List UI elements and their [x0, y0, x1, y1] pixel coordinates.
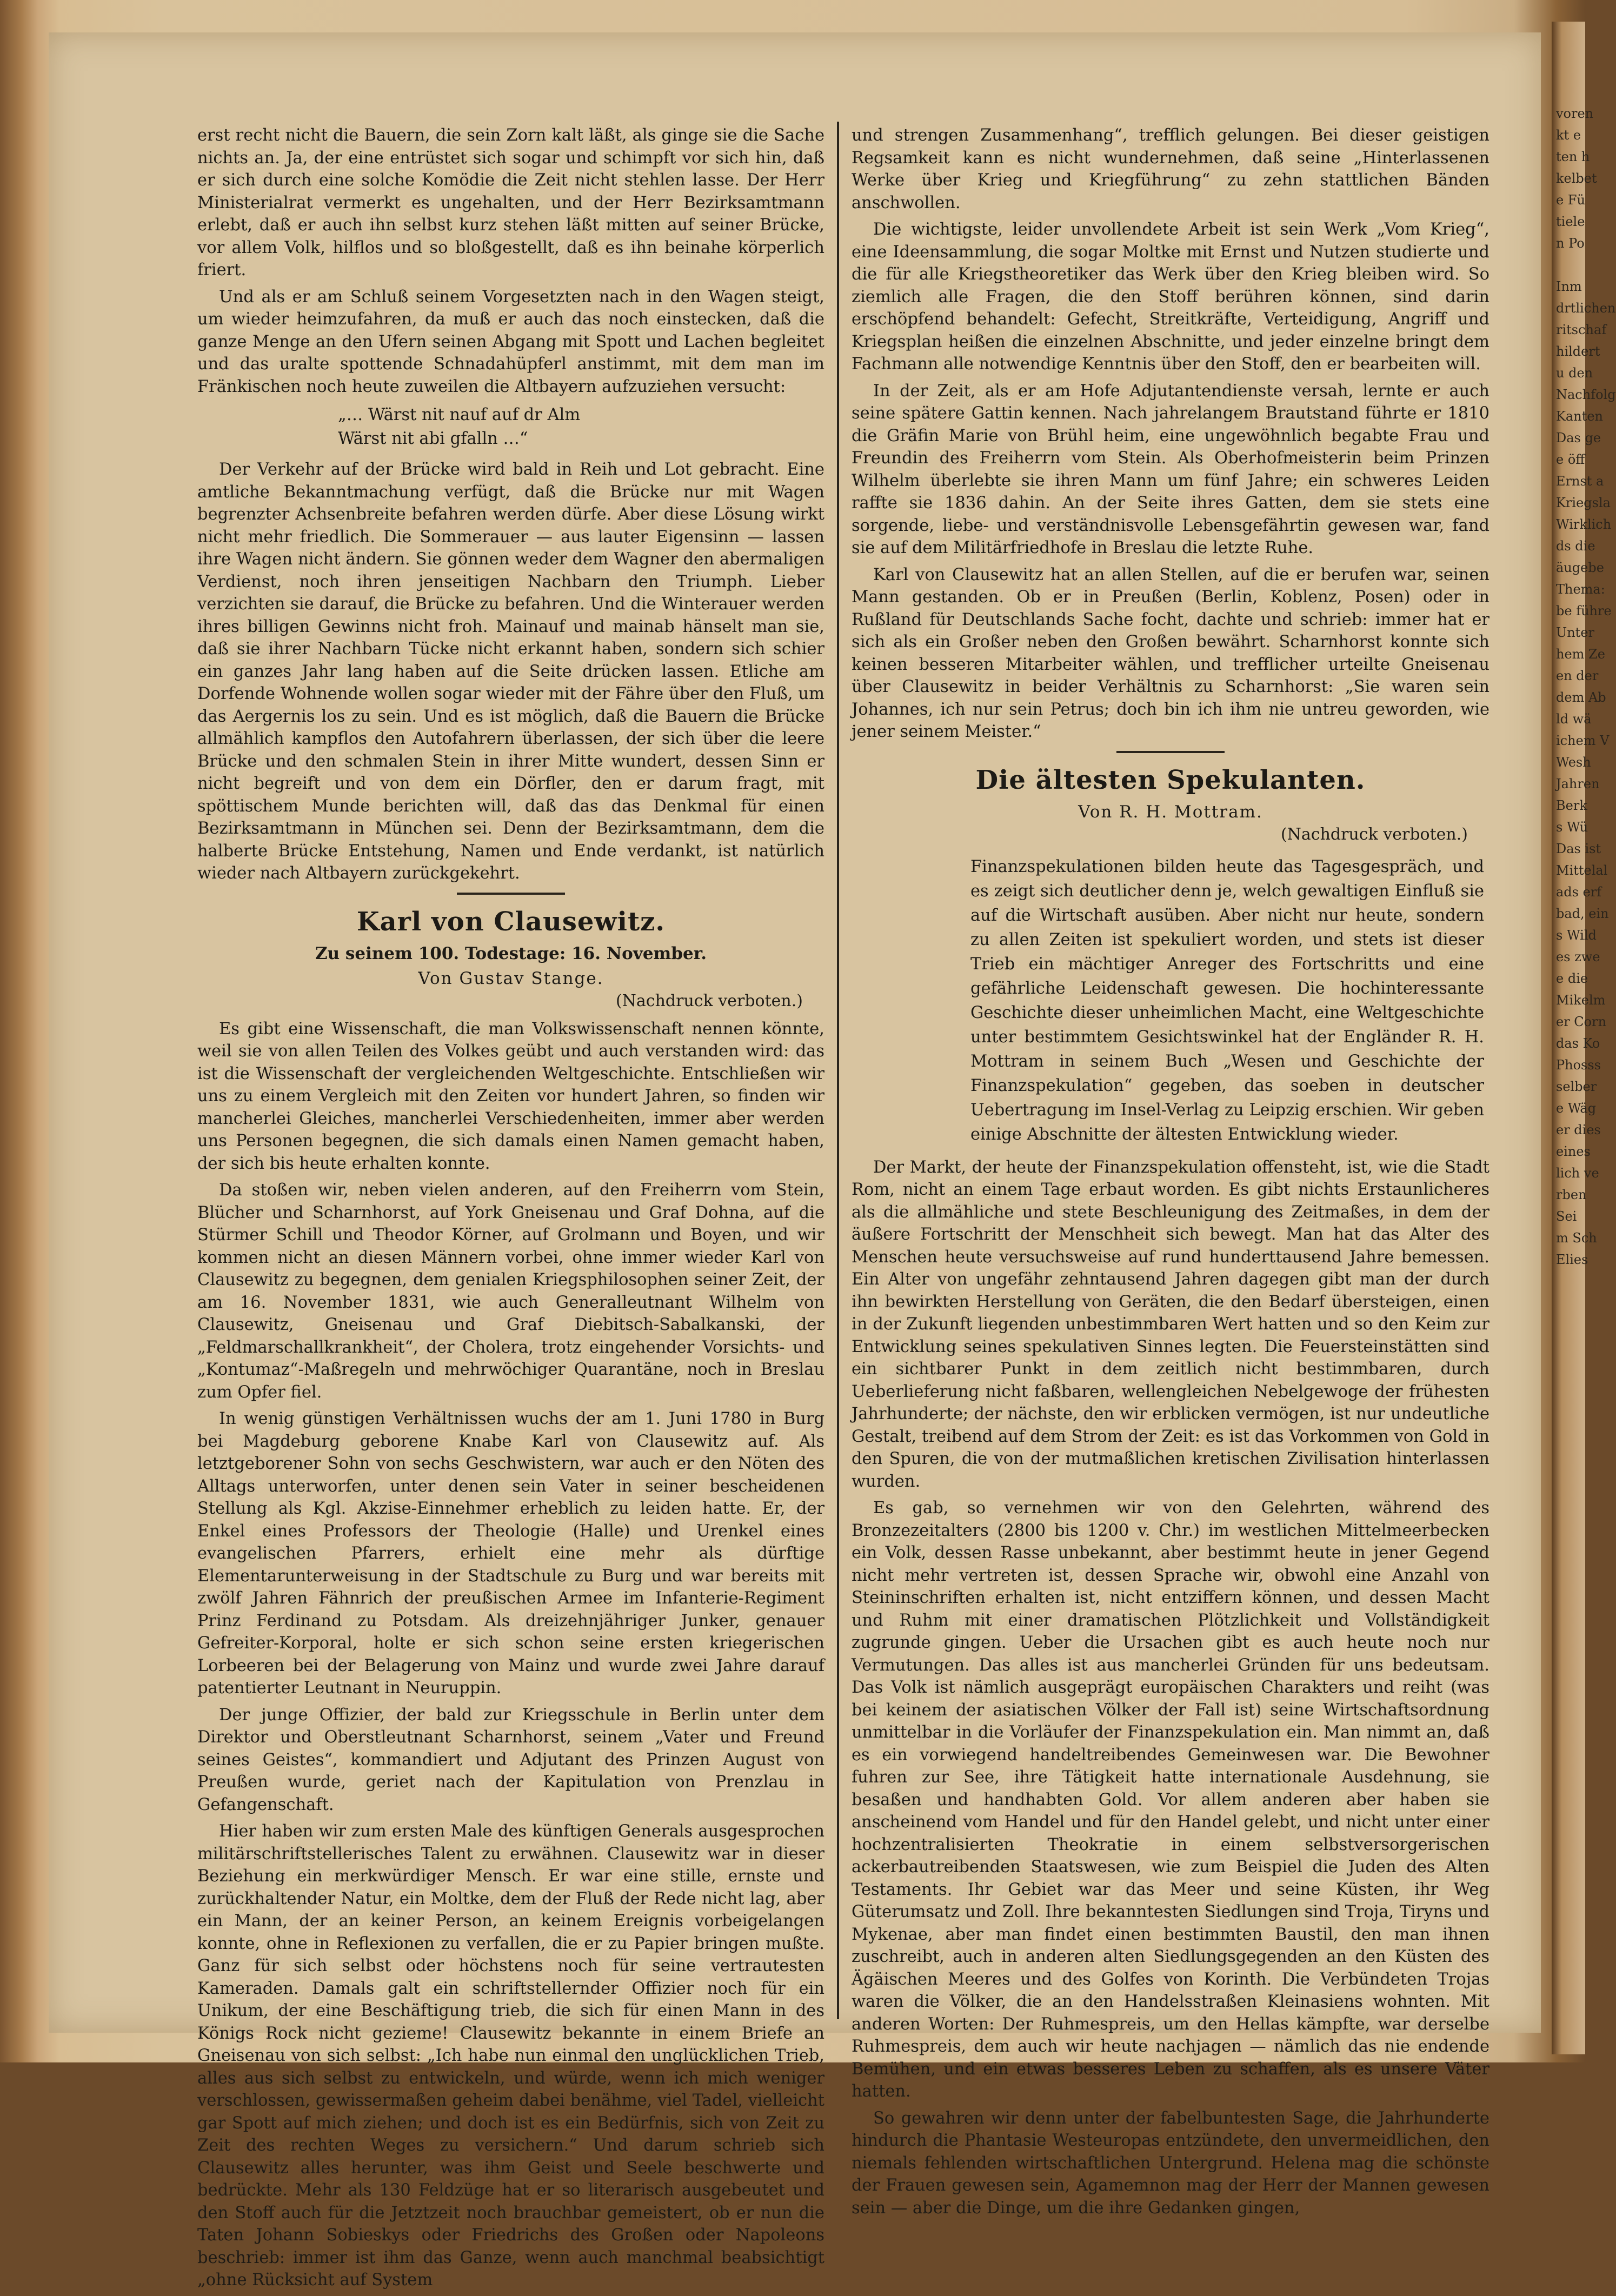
adjacent-page-strip	[1556, 103, 1616, 1270]
strip-line: das Ko	[1556, 1036, 1600, 1051]
strip-line: hem Ze	[1556, 647, 1605, 662]
strip-line: es zwe	[1556, 949, 1600, 964]
article-byline: Von R. H. Mottram.	[1078, 802, 1263, 822]
strip-line: ichem V	[1556, 733, 1610, 748]
paragraph: Der Markt, der heute der Finanzspekulation offensteht, ist, wie die Stadt Rom, nicht an einem Tage erbaut worden. Es gibt nichts Erstaunlicheres als die allmähliche und stete Beschleunigung des Zeitmaßes, in dem der äußere Fortschritt der Menschheit sich bewegt. Man hat das Alter des Menschen heute versuchsweise auf rund hunderttausend Jahre bemessen. Ein Alter von ungefähr zehntausend Jahren dagegen gibt man der durch ihn bewirkten Herstellung von Geräten, die den Bedarf übersteigen, einen in der Zukunft liegenden unbestimmbaren Wert hatten und so den Keim zur Entwicklung seines spekulativen Sinnes legten. Die Feuersteinstätten sind ein sichtbarer Punkt in dem zeitlich nicht bestimmbaren, durch Ueberlieferung nicht faßbaren, wellengleichen Nebelgewoge der frühesten Jahrhunderte; der nächste, den wir erblicken vermögen, ist nur undeutliche Gestalt, treibend auf dem Strom der Zeit: es ist das Vorkommen von Gold in den Spuren, die von der mutmaßlichen kretischen Zivilisation hinterlassen wurden.	[852, 1157, 1489, 1491]
strip-line: Thema:	[1556, 582, 1605, 597]
section-separator	[1116, 751, 1225, 753]
strip-line: u den	[1556, 365, 1593, 381]
strip-line: kt e	[1556, 128, 1581, 143]
strip-line: n Po	[1556, 236, 1585, 251]
strip-line: ten h	[1556, 149, 1590, 164]
paragraph: erst recht nicht die Bauern, die sein Zorn kalt läßt, als ginge sie die Sache nichts an. Ja, der eine entrüstet sich sogar und schimpft vor sich hin, daß er sich durch eine solche Komödie die Zeit nicht stehlen lasse. Der Herr Ministerialrat vermerkt es ungehalten, und der Herr Bezirksamtmann erlebt, daß er auch ihn selbst kurz stehen läßt mitten auf seiner Brücke, vor allem Volk, hilflos und so bloßgestellt, daß es ihn beinahe körperlich friert.	[197, 126, 824, 279]
paragraph: Der junge Offizier, der bald zur Kriegsschule in Berlin unter dem Direktor und Oberstleutnant Scharnhorst, seinem „Vater und Freund seines Geistes“, kommandiert und Adjutant des Prinzen August von Preußen wurde, geriet nach der Kapitulation von Prenzlau in Gefangenschaft.	[197, 1705, 824, 1814]
article-title: Die ältesten Spekulanten.	[975, 764, 1366, 795]
strip-line: ld wä	[1556, 711, 1592, 727]
paragraph: Die wichtigste, leider unvollendete Arbeit ist sein Werk „Vom Krieg“, eine Ideensammlung, die sogar Moltke mit Ernst und Nutzen studierte und die für alle Kriegstheoretiker das Werk über den Krieg bleiben wird. So ziemlich alle Fragen, die den Stoff berühren können, sind darin erschöpfend behandelt: Gefecht, Streitkräfte, Verteidigung, Angriff und Kriegsplan heißen die einzelnen Abschnitte, und jeder einzelne bringt dem Fachmann alle notwendige Kenntnis über den Stoff, den er bearbeiten will.	[852, 220, 1489, 374]
article-intro	[852, 855, 1489, 1147]
verse-quote	[338, 403, 824, 451]
reprint-note: (Nachdruck verboten.)	[615, 991, 803, 1010]
strip-line: Mikelm	[1556, 993, 1606, 1008]
paragraph: Es gab, so vernehmen wir von den Gelehrten, während des Bronzezeitalters (2800 bis 1200 v. Chr.) im westlichen Mittelmeerbecken ein Volk, dessen Rasse unbekannt, aber bestimmt heute in jener Gegend nicht mehr vertreten ist, dessen Sprache wir, obwohl eine Anzahl von Steininschriften erhalten ist, nicht entziffern können, und dessen Macht und Ruhm mit einer dramatischen Plötzlichkeit und Vollständigkeit zugrunde gingen. Ueber die Ursachen gibt es auch heute noch nur Vermutungen. Das alles ist aus mancherlei Gründen für uns bedeutsam. Das Volk ist nämlich ausgeprägt europäischen Charakters und reiht (was bei keinem der asiatischen Völker der Fall ist) seine Wirtschaftsordnung unmittelbar in die Vorläufer der Finanzspekulation ein. Man nimmt an, daß es ein vorwiegend handeltreibendes Gemeinwesen war. Die Bewohner fuhren zur See, ihre Tätigkeit hatte internationale Ausdehnung, sie besaßen und handhabten Gold. Vor allem anderen aber haben sie anscheinend vom Handel und für den Handel gelebt, und nicht unter einer hochzentralisierten Theokratie in einem selbstversorgerischen ackerbautreibenden Staatswesen, wie zum Beispiel die Juden des Alten Testaments. Ihr Gebiet war das Meer und seine Küsten, ihr Weg Güterumsatz und Zoll. Ihre bekanntesten Siedlungen sind Troja, Tiryns und Mykenae, aber man findet einen bestimmten Baustil, den man ihnen zuschreibt, auch in anderen alten Siedlungsgegenden an den Küsten des Ägäischen Meeres und des Golfes von Korinth. Die Verbündeten Trojas waren die Völker, die an den Handelsstraßen Kleinasiens wohnten. Mit anderen Worten: Der Ruhmespreis, um den Hellas kämpfte, war derselbe Ruhmespreis, dem auch wir heute nachjagen — nämlich das nie endende Bemühen, und ein etwas besseres Leben zu schaffen, als es unsere Väter hatten.	[852, 1499, 1489, 2101]
paragraph: Der Verkehr auf der Brücke wird bald in Reih und Lot gebracht. Eine amtliche Bekanntmachung verfügt, daß die Brücke nur mit Wagen begrenzter Achsenbreite befahren werden dürfe. Aber diese Lösung wirkt nicht mehr friedlich. Die Sommerauer — aus lauter Eigensinn — lassen ihre Wagen nicht ändern. Sie gönnen weder dem Wagner den abermaligen Verdienst, noch ihren jenseitigen Nachbarn den Triumph. Lieber verzichten sie darauf, die Brücke zu befahren. Und die Winterauer werden ihres billigen Gewinns nicht froh. Mainauf und mainab hänselt man sie, daß sie ihrer Nachbarn Tücke nicht erkannt haben, sondern sich schier ein ganzes Jahr lang haben auf die Seite drücken lassen. Etliche am Dorfende Wohnende wollen sogar wieder mit der Fähre über den Fluß, um das Aergernis los zu sein. Und es ist möglich, daß die Bauern die Brücke allmählich kampflos den Autofahrern überlassen, der sich über die leere Brücke und den schmalen Stein in ihrer Mitte wundert, dessen Sinn er nicht begreift und von dem ein Dörfler, den er darum fragt, mit spöttischem Munde berichten will, daß das das Denkmal für einen Bezirksamtmann in München sei. Denn der Bezirksamtmann, dem die halberte Brücke Entstehung, Namen und Ende verdankt, ist natürlich wieder nach Altbayern zurückgekehrt.	[197, 460, 824, 883]
paragraph: In wenig günstigen Verhältnissen wuchs der am 1. Juni 1780 in Burg bei Magdeburg geborene Knabe Karl von Clausewitz auf. Als letztgeborener Sohn von sechs Geschwistern, war auch er den Nöten des Alltags unterworfen, unter denen sein Vater in seiner bescheidenen Stellung als Kgl. Akzise-Einnehmer erheblich zu leiden hatte. Er, der Enkel eines Professors der Theologie (Halle) und Urenkel eines evangelischen Pfarrers, erhielt eine mehr als dürftige Elementarunterweisung in der Stadtschule zu Burg und war bereits mit zwölf Jahren Fähnrich der preußischen Armee im Infanterie-Regiment Prinz Ferdinand zu Potsdam. Als dreizehnjähriger Junker, genauer Gefreiter-Korporal, holte er sich schon seine ersten kriegerischen Lorbeeren bei der Belagerung von Mainz und wurde zwei Jahre darauf patentierter Leutnant in Neuruppin.	[197, 1409, 824, 1698]
strip-line: e Fü	[1556, 192, 1585, 208]
strip-line: ds die	[1556, 538, 1595, 554]
strip-line: s Wü	[1556, 820, 1588, 835]
verse-line: Wärst nit abi gfalln …“	[338, 429, 528, 448]
strip-line: Elies	[1556, 1252, 1588, 1267]
article-byline: Von Gustav Stange.	[418, 968, 604, 988]
strip-line: be führe	[1556, 603, 1612, 618]
strip-line: Wesh	[1556, 755, 1591, 770]
strip-line: Sei	[1556, 1209, 1577, 1224]
left-column	[197, 124, 824, 2296]
strip-line: Das ge	[1556, 430, 1601, 445]
strip-line: bad, ein	[1556, 906, 1609, 921]
strip-line: e die	[1556, 971, 1588, 986]
strip-line: hildert	[1556, 344, 1600, 359]
strip-line: lich ve	[1556, 1166, 1599, 1181]
strip-line: ritschaf	[1556, 322, 1607, 337]
strip-line	[1556, 254, 1585, 276]
column-divider	[837, 122, 839, 2019]
paragraph: Es gibt eine Wissenschaft, die man Volkswissenschaft nennen könnte, weil sie von allen Teilen des Volkes geübt und auch verstanden wird: das ist die Wissenschaft der vergleichenden Weltgeschichte. Entschließen wir uns zu einem Vergleich mit den Zeiten vor hundert Jahren, so finden wir mancherlei Gleiches, mancherlei Verschiedenheiten, immer aber werden uns Personen begegnen, die sich damals einen Namen gemacht haben, der sich bis heute erhalten konnte.	[197, 1019, 824, 1173]
article-title: Karl von Clausewitz.	[356, 906, 666, 937]
strip-line: Kanten	[1556, 409, 1603, 424]
paragraph: In der Zeit, als er am Hofe Adjutantendienste versah, lernte er auch seine spätere Gattin kennen. Nach jahrelangem Brautstand führte er 1810 die Gräfin Marie von Brühl heim, eine ungewöhnlich begabte Frau und Freundin des Freiherrn vom Stein. Als Oberhofmeisterin beim Prinzen Wilhelm überlebte sie ihren Mann um fünf Jahre; ein schweres Leiden raffte sie 1836 dahin. An der Seite ihres Gatten, dem sie stets eine sorgende, liebe- und verständnisvolle Lebensgefährtin gewesen war, fand sie auf dem Militärfriedhofe in Breslau die letzte Ruhe.	[852, 381, 1489, 557]
strip-line: Inm	[1556, 279, 1582, 294]
strip-line: Kriegsla	[1556, 495, 1611, 510]
strip-line: Jahren	[1556, 776, 1600, 791]
strip-line: eines	[1556, 1144, 1591, 1159]
strip-line: en der	[1556, 668, 1599, 683]
strip-line: Das ist	[1556, 841, 1601, 856]
verse-line: „… Wärst nit nauf auf dr Alm	[338, 405, 581, 424]
strip-line: äugebe	[1556, 560, 1604, 575]
strip-line: dem Ab	[1556, 690, 1606, 705]
strip-line: er dies	[1556, 1122, 1601, 1137]
paragraph: Hier haben wir zum ersten Male des künftigen Generals ausgesprochen militärschriftstellerisches Talent zu erwähnen. Clausewitz war in dieser Beziehung ein merkwürdiger Mensch. Er war eine stille, ernste und zurückhaltender Natur, ein Moltke, dem der Fluß der Rede nicht lag, aber ein Mann, der an keiner Person, an keinem Ereignis vorbeigelangen konnte, ohne in Reflexionen zu verfallen, die er zu Papier bringen mußte. Ganz für sich selbst oder höchstens noch für seine vertrautesten Kameraden. Damals galt ein schriftstellernder Offizier noch für ein Unikum, der eine Beschäftigung trieb, die sich für einen Mann in des Königs Rock nicht gezieme! Clausewitz bekannte in einem Briefe an Gneisenau von sich selbst: „Ich habe nun einmal den unglücklichen Trieb, alles aus sich selbst zu entwickeln, und würde, wenn ich mich weniger verschlossen, gewissermaßen geheim dabei benähme, viel Tadel, vielleicht gar Spott auf mich ziehen; und doch ist es ein Bedürfnis, sich von Zeit zu Zeit des rechten Weges zu versichern.“ Und darum schrieb sich Clausewitz alles herunter, was ihm Geist und Seele beschwerte und bedrückte. Mehr als 130 Feldzüge hat er so literarisch ausgebeutet und den Stoff auch für die Jetztzeit noch brauchbar gemeistert, ob er nun die Taten Johann Sobieskys oder Friedrichs des Großen oder Napoleons beschrieb: immer ist ihm das Ganze, wenn auch manchmal beabsichtigt „ohne Rücksicht auf System	[197, 1822, 824, 2290]
paragraph: Da stoßen wir, neben vielen anderen, auf den Freiherrn vom Stein, Blücher und Scharnhorst, auf York Gneisenau und Graf Dohna, auf die Stürmer Schill und Theodor Körner, auf Grolmann und Boyen, und wir kommen nicht an diesen Männern vorbei, ohne immer wieder Karl von Clausewitz zu begegnen, dem genialen Kriegsphilosophen seiner Zeit, der am 16. November 1831, wie auch Generalleutnant Wilhelm von Clausewitz, Gneisenau und Graf Diebitsch-Sabalkanski, der „Feldmarschallkrankheit“, der Cholera, trotz eingehender Vorsichts- und „Kontumaz“-Maßregeln und mehrwöchiger Quarantäne, noch in Breslau zum Opfer fiel.	[197, 1181, 824, 1402]
strip-line: Phosss	[1556, 1057, 1601, 1073]
article-subtitle: Zu seinem 100. Todestage: 16. November.	[315, 943, 707, 963]
right-column	[852, 124, 1489, 2224]
strip-line: m Sch	[1556, 1230, 1597, 1246]
strip-line: voren	[1556, 106, 1594, 121]
section-separator	[457, 893, 565, 895]
strip-line: Ernst a	[1556, 474, 1604, 489]
strip-line: Mittelal	[1556, 863, 1608, 878]
paragraph: und strengen Zusammenhang“, trefflich gelungen. Bei dieser geistigen Regsamkeit kann es nicht wundernehmen, daß seine „Hinterlassenen Werke über Krieg und Kriegführung“ zu zehn stattlichen Bänden anschwollen.	[852, 126, 1489, 212]
intro-text: Finanzspekulationen bilden heute das Tagesgespräch, und es zeigt sich deutlicher denn je, welch gewaltigen Einfluß sie auf die Wirtschaft ausüben. Aber nicht nur heute, sondern zu allen Zeiten ist spekuliert worden, und stets ist dieser Trieb ein mächtiger Anreger des Fortschritts und eine gefährliche Leidenschaft gewesen. Die hochinteressante Geschichte dieser unheimlichen Macht, eine Weltgeschichte unter bestimmtem Gesichtswinkel hat der Engländer R. H. Mottram in seinem Buch „Wesen und Geschichte der Finanzspekulation“ gegeben, das soeben in deutscher Uebertragung im Insel-Verlag zu Leipzig erschien. Wir geben einige Abschnitte der ältesten Entwicklung wieder.	[970, 857, 1484, 1144]
strip-line: drtlichen	[1556, 301, 1616, 316]
reprint-note: (Nachdruck verboten.)	[1280, 824, 1468, 844]
paragraph: Karl von Clausewitz hat an allen Stellen, auf die er berufen war, seinen Mann gestanden. Ob er in Preußen (Berlin, Koblenz, Posen) oder in Rußland für Deutschlands Sache focht, dachte und schrieb: immer hat er sich als ein Großer neben den Großen bewährt. Scharnhorst konnte sich keinen besseren Mitarbeiter wählen, und trefflicher urteilte Gneisenau über Clausewitz in beider Verhältnis zu Scharnhorst: „Sie waren sein Johannes, ich nur sein Petrus; doch bin ich ihm nie untreu geworden, wie jener seinem Meister.“	[852, 565, 1489, 741]
strip-line: ads erf	[1556, 884, 1602, 900]
strip-line: e öff	[1556, 452, 1585, 467]
strip-line: selber	[1556, 1079, 1597, 1094]
strip-line: e Wäg	[1556, 1101, 1597, 1116]
strip-line: Unter	[1556, 625, 1595, 640]
strip-line: Berk	[1556, 798, 1587, 813]
strip-line: s Wild	[1556, 928, 1597, 943]
strip-line: kelbet	[1556, 171, 1597, 186]
strip-line: Nachfolg	[1556, 387, 1616, 402]
strip-line: tiele	[1556, 214, 1585, 229]
strip-line: er Corn	[1556, 1014, 1607, 1029]
strip-line: rben	[1556, 1187, 1587, 1202]
paragraph: Und als er am Schluß seinem Vorgesetzten nach in den Wagen steigt, um wieder heimzufahren, da muß er auch das noch einstecken, daß die ganze Menge an den Ufern seinen Abgang mit Spott und Lachen begleitet und das uralte spottende Schnadahüpferl anstimmt, mit dem man im Fränkischen noch heute zuweilen die Altbayern aufzuziehen versucht:	[197, 287, 824, 396]
paragraph: So gewahren wir denn unter der fabelbuntesten Sage, die Jahrhunderte hindurch die Phantasie Westeuropas entzündete, den unvermeidlichen, den niemals fehlenden wirtschaftlichen Untergrund. Helena mag die schönste der Frauen gewesen sein, Agamemnon mag der Herr der Mannen gewesen sein — aber die Dinge, um die ihre Gedanken gingen,	[852, 2108, 1489, 2218]
strip-line: Wirklich	[1556, 517, 1612, 532]
